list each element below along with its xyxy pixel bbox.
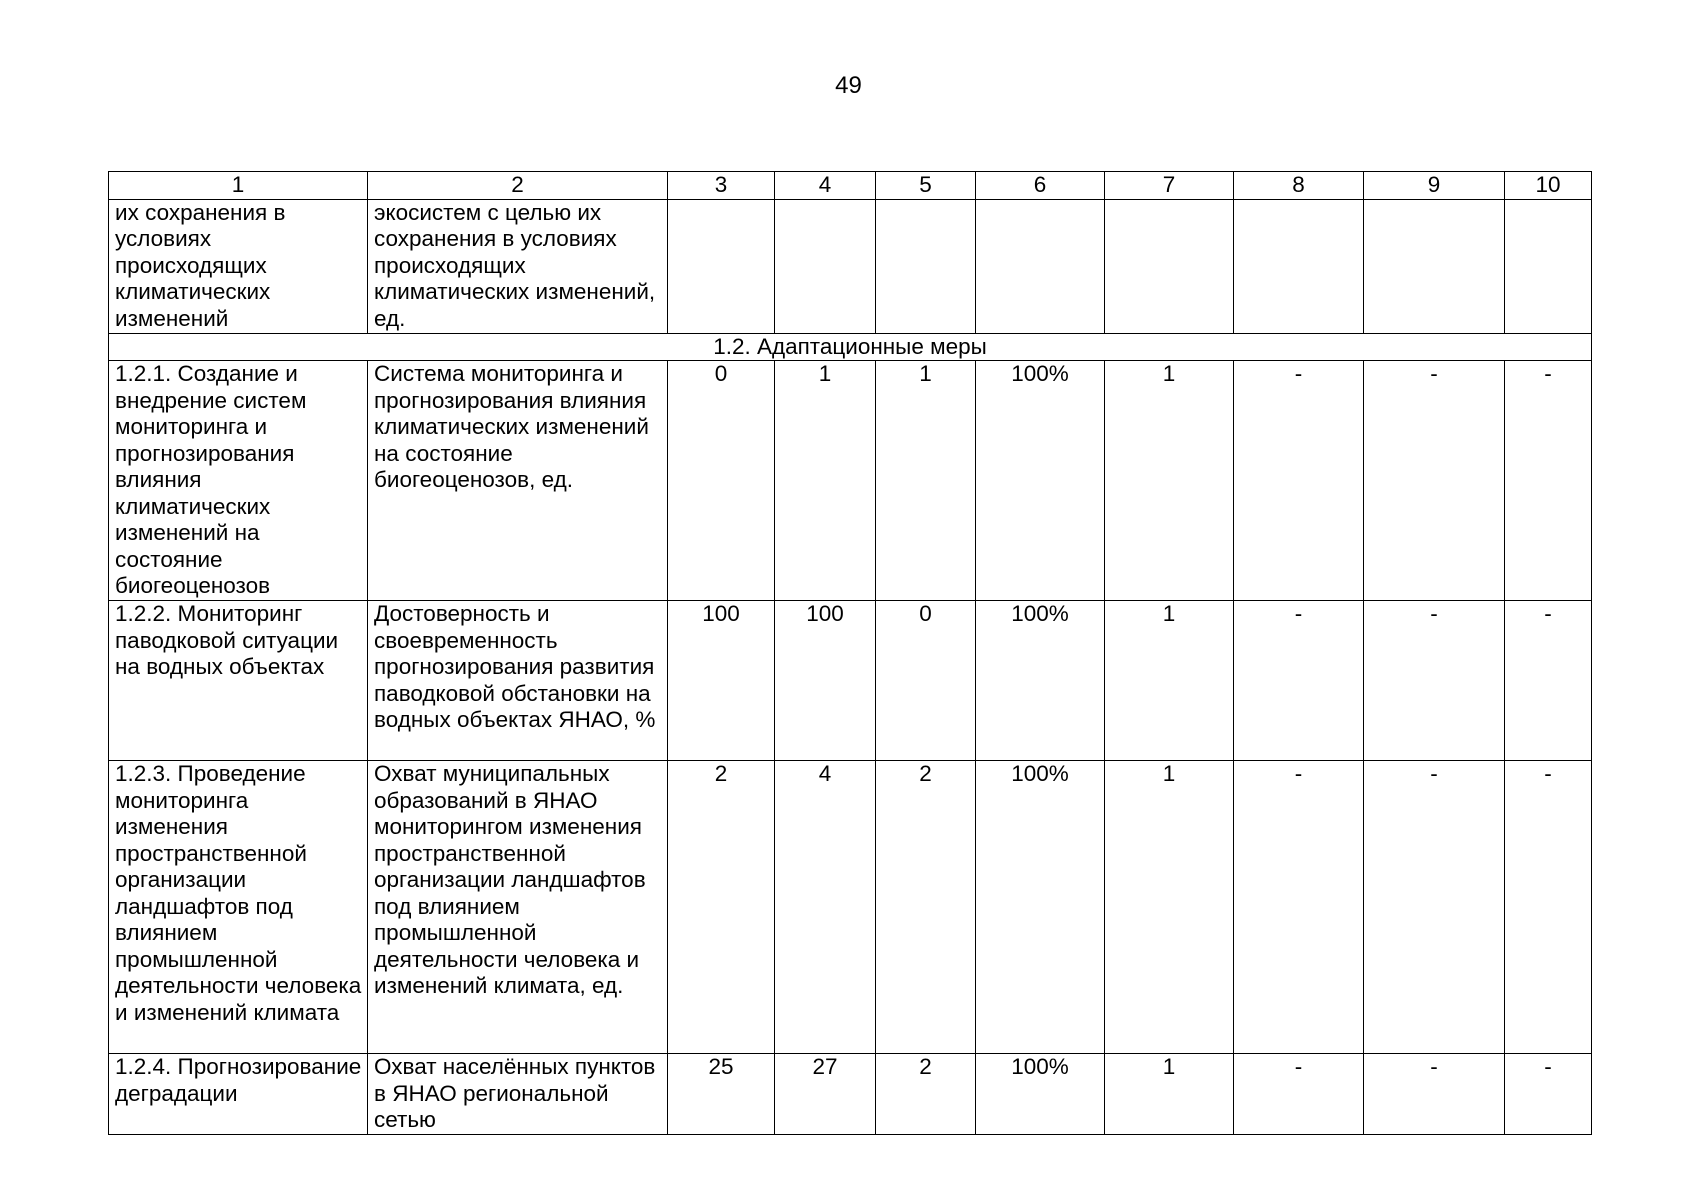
value-cell-4: 100 [775, 601, 876, 761]
indicator-cell: экосистем с целью их сохранения в условиях происходящих климатических изменений, ед. [368, 199, 668, 333]
measure-cell: 1.2.3. Проведение мониторинга изменения пространственной организации ландшафтов под влиянием промышленной деятельности человека и изменений климата [109, 761, 368, 1054]
column-number-5: 5 [876, 172, 976, 200]
column-number-6: 6 [976, 172, 1105, 200]
value-cell-10: - [1505, 1054, 1592, 1135]
value-cell-6: 100% [976, 761, 1105, 1054]
measure-cell: 1.2.2. Мониторинг паводковой ситуации на водных объектах [109, 601, 368, 761]
measures-table [108, 171, 1592, 1135]
value-cell-7: 1 [1105, 361, 1234, 601]
empty-cell [976, 199, 1105, 333]
value-cell-5: 2 [876, 761, 976, 1054]
indicator-cell: Достоверность и своевременность прогнозирования развития паводковой обстановки на водных объектах ЯНАО, % [368, 601, 668, 761]
value-cell-5: 0 [876, 601, 976, 761]
empty-cell [775, 199, 876, 333]
value-cell-7: 1 [1105, 1054, 1234, 1135]
measure-cell: их сохранения в условиях происходящих климатических изменений [109, 199, 368, 333]
empty-cell [1234, 199, 1364, 333]
value-cell-8: - [1234, 1054, 1364, 1135]
value-cell-8: - [1234, 761, 1364, 1054]
column-number-7: 7 [1105, 172, 1234, 200]
column-number-9: 9 [1364, 172, 1505, 200]
value-cell-7: 1 [1105, 761, 1234, 1054]
indicator-cell: Система мониторинга и прогнозирования влияния климатических изменений на состояние биогеоценозов, ед. [368, 361, 668, 601]
column-number-row [109, 172, 1592, 200]
column-number-3: 3 [668, 172, 775, 200]
value-cell-3: 100 [668, 601, 775, 761]
measure-cell: 1.2.1. Создание и внедрение систем мониторинга и прогнозирования влияния климатических изменений на состояние биогеоценозов [109, 361, 368, 601]
value-cell-3: 2 [668, 761, 775, 1054]
value-cell-3: 0 [668, 361, 775, 601]
value-cell-3: 25 [668, 1054, 775, 1135]
page-number: 49 [835, 72, 862, 99]
value-cell-4: 1 [775, 361, 876, 601]
indicator-cell: Охват населённых пунктов в ЯНАО региональной сетью [368, 1054, 668, 1135]
measure-cell: 1.2.4. Прогнозирование деградации [109, 1054, 368, 1135]
empty-cell [876, 199, 976, 333]
value-cell-6: 100% [976, 361, 1105, 601]
value-cell-8: - [1234, 601, 1364, 761]
value-cell-5: 1 [876, 361, 976, 601]
empty-cell [1105, 199, 1234, 333]
value-cell-9: - [1364, 761, 1505, 1054]
section-row [109, 333, 1592, 361]
column-number-1: 1 [109, 172, 368, 200]
table-row [109, 361, 1592, 601]
empty-cell [668, 199, 775, 333]
value-cell-9: - [1364, 1054, 1505, 1135]
value-cell-8: - [1234, 361, 1364, 601]
value-cell-10: - [1505, 361, 1592, 601]
value-cell-7: 1 [1105, 601, 1234, 761]
value-cell-10: - [1505, 601, 1592, 761]
empty-cell [1505, 199, 1592, 333]
column-number-10: 10 [1505, 172, 1592, 200]
value-cell-5: 2 [876, 1054, 976, 1135]
empty-cell [1364, 199, 1505, 333]
value-cell-4: 4 [775, 761, 876, 1054]
column-number-8: 8 [1234, 172, 1364, 200]
table-row-continuation [109, 199, 1592, 333]
table-row [109, 1054, 1592, 1135]
value-cell-9: - [1364, 361, 1505, 601]
value-cell-9: - [1364, 601, 1505, 761]
value-cell-10: - [1505, 761, 1592, 1054]
value-cell-6: 100% [976, 1054, 1105, 1135]
table-row [109, 601, 1592, 761]
value-cell-4: 27 [775, 1054, 876, 1135]
column-number-2: 2 [368, 172, 668, 200]
column-number-4: 4 [775, 172, 876, 200]
value-cell-6: 100% [976, 601, 1105, 761]
indicator-cell: Охват муниципальных образований в ЯНАО мониторингом изменения пространственной организации ландшафтов под влиянием промышленной деятельности человека и изменений климата, ед. [368, 761, 668, 1054]
table-row [109, 761, 1592, 1054]
section-title: 1.2. Адаптационные меры [109, 333, 1592, 361]
